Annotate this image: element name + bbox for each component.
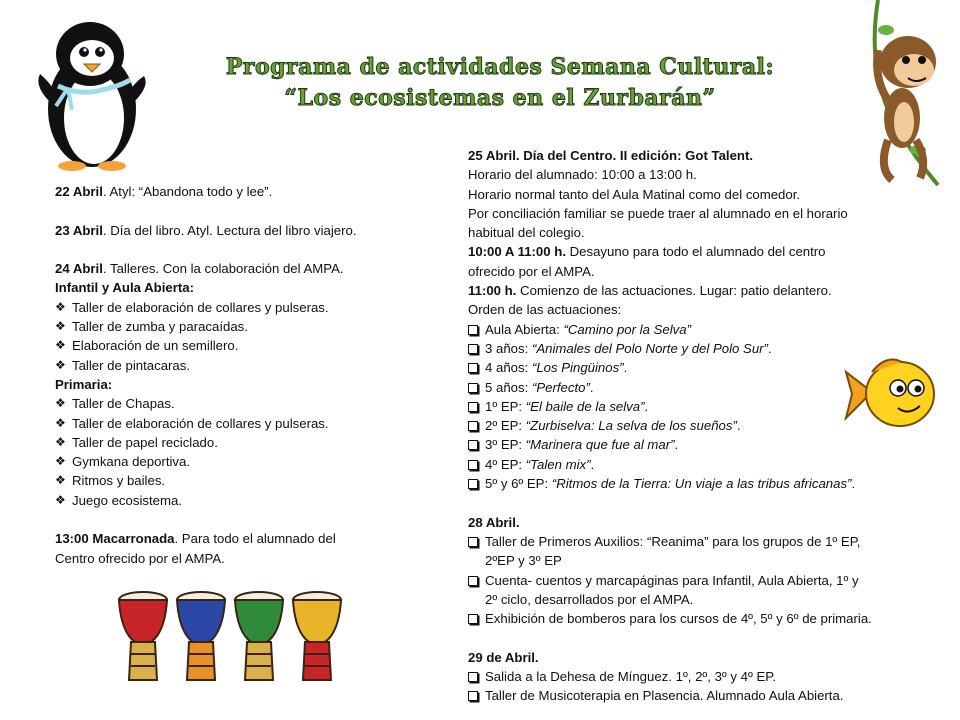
title-line-1: Programa de actividades Semana Cultural: <box>225 54 775 80</box>
left-column <box>55 182 435 568</box>
act-item: 1º EP: “El baile de la selva”. <box>468 397 948 416</box>
title-line-2: “Los ecosistemas en el Zurbarán” <box>284 85 716 111</box>
checkbox-icon <box>468 378 482 397</box>
diamond-bullet-icon: ❖ <box>55 396 66 411</box>
checkbox-icon <box>468 397 482 416</box>
checkbox-icon <box>468 686 482 705</box>
breakfast-line: 10:00 A 11:00 h. Desayuno para todo el alumnado del centro <box>468 244 826 260</box>
list-item: ❖ Gymkana deportiva. <box>55 452 435 471</box>
list-item: Taller de Musicoterapia en Plasencia. Alumnado Aula Abierta. <box>468 686 948 705</box>
day-25-heading: 25 Abril. Día del Centro. II edición: Got Talent. <box>468 148 754 163</box>
primaria-heading: Primaria: <box>55 376 113 392</box>
checkbox-icon <box>468 474 482 493</box>
page-title <box>150 52 850 114</box>
checkbox-icon <box>468 455 482 474</box>
checkbox-icon <box>468 416 482 435</box>
diamond-bullet-icon: ❖ <box>55 415 66 430</box>
right-column <box>468 146 948 706</box>
drums-icon <box>115 588 347 684</box>
checkbox-icon <box>468 320 482 339</box>
checkbox-icon <box>468 339 482 358</box>
checkbox-icon <box>468 571 482 590</box>
list-item: ❖ Ritmos y bailes. <box>55 471 435 490</box>
diamond-bullet-icon: ❖ <box>55 338 66 353</box>
act-item: 5 años: “Perfecto”. <box>468 378 948 397</box>
macarronada-line: 13:00 Macarronada. Para todo el alumnado del <box>55 531 336 547</box>
list-item: ❖ Taller de pintacaras. <box>55 356 435 375</box>
text-line: habitual del colegio. <box>468 225 585 241</box>
checkbox-icon <box>468 609 482 628</box>
diamond-bullet-icon: ❖ <box>55 473 66 488</box>
act-item: 5º y 6º EP: “Ritmos de la Tierra: Un viaje a las tribus africanas”. <box>468 474 948 493</box>
list-item: ❖ Taller de zumba y paracaídas. <box>55 317 435 336</box>
day-23-line: 23 Abril. Día del libro. Atyl. Lectura del libro viajero. <box>55 222 357 238</box>
diamond-bullet-icon: ❖ <box>55 492 66 507</box>
act-item: 3 años: “Animales del Polo Norte y del Polo Sur”. <box>468 339 948 358</box>
list-item: ❖ Juego ecosistema. <box>55 491 435 510</box>
list-item: ❖ Taller de papel reciclado. <box>55 433 435 452</box>
diamond-bullet-icon: ❖ <box>55 357 66 372</box>
act-item: 4 años: “Los Pingüinos”. <box>468 358 948 377</box>
text-line: Horario normal tanto del Aula Matinal como del comedor. <box>468 186 801 202</box>
text-line: Por conciliación familiar se puede traer al alumnado en el horario <box>468 205 848 221</box>
macarronada-line-2: Centro ofrecido por el AMPA. <box>55 550 225 566</box>
diamond-bullet-icon: ❖ <box>55 454 66 469</box>
penguin-icon <box>32 14 152 172</box>
diamond-bullet-icon: ❖ <box>55 299 66 314</box>
act-item: 3º EP: “Marinera que fue al mar”. <box>468 435 948 454</box>
list-item: ❖ Taller de elaboración de collares y pulseras. <box>55 298 435 317</box>
text-line: Horario del alumnado: 10:00 a 13:00 h. <box>468 167 697 183</box>
act-item: Aula Abierta: “Camino por la Selva” <box>468 320 948 339</box>
diamond-bullet-icon: ❖ <box>55 434 66 449</box>
list-item-continuation: 2º ciclo, desarrollados por el AMPA. <box>485 591 694 607</box>
diamond-bullet-icon: ❖ <box>55 319 66 334</box>
order-label: Orden de las actuaciones: <box>468 302 622 318</box>
list-item: ❖ Taller de Chapas. <box>55 394 435 413</box>
day-28-heading: 28 Abril. <box>468 514 520 530</box>
list-item: Exhibición de bomberos para los cursos de 4º, 5º y 6º de primaria. <box>468 609 948 628</box>
show-line: 11:00 h. Comienzo de las actuaciones. Lugar: patio delantero. <box>468 283 832 299</box>
list-item: ❖ Taller de elaboración de collares y pulseras. <box>55 414 435 433</box>
checkbox-icon <box>468 667 482 686</box>
breakfast-line-2: ofrecido por el AMPA. <box>468 263 595 279</box>
day-29-heading: 29 de Abril. <box>468 649 539 665</box>
checkbox-icon <box>468 435 482 454</box>
day-24-line: 24 Abril. Talleres. Con la colaboración del AMPA. <box>55 261 344 277</box>
infantil-heading: Infantil y Aula Abierta: <box>55 280 194 296</box>
act-item: 4º EP: “Talen mix”. <box>468 455 948 474</box>
list-item: ❖ Elaboración de un semillero. <box>55 336 435 355</box>
list-item: Cuenta- cuentos y marcapáginas para Infantil, Aula Abierta, 1º y <box>468 571 948 590</box>
list-item-continuation: 2ºEP y 3º EP <box>485 553 562 569</box>
day-22-line: 22 Abril. Atyl: “Abandona todo y lee”. <box>55 184 273 199</box>
list-item: Salida a la Dehesa de Mínguez. 1º, 2º, 3º y 4º EP. <box>468 667 948 686</box>
checkbox-icon <box>468 532 482 551</box>
list-item: Taller de Primeros Auxilios: “Reanima” para los grupos de 1º EP, <box>468 532 948 551</box>
checkbox-icon <box>468 358 482 377</box>
act-item: 2º EP: “Zurbiselva: La selva de los sueños”. <box>468 416 948 435</box>
